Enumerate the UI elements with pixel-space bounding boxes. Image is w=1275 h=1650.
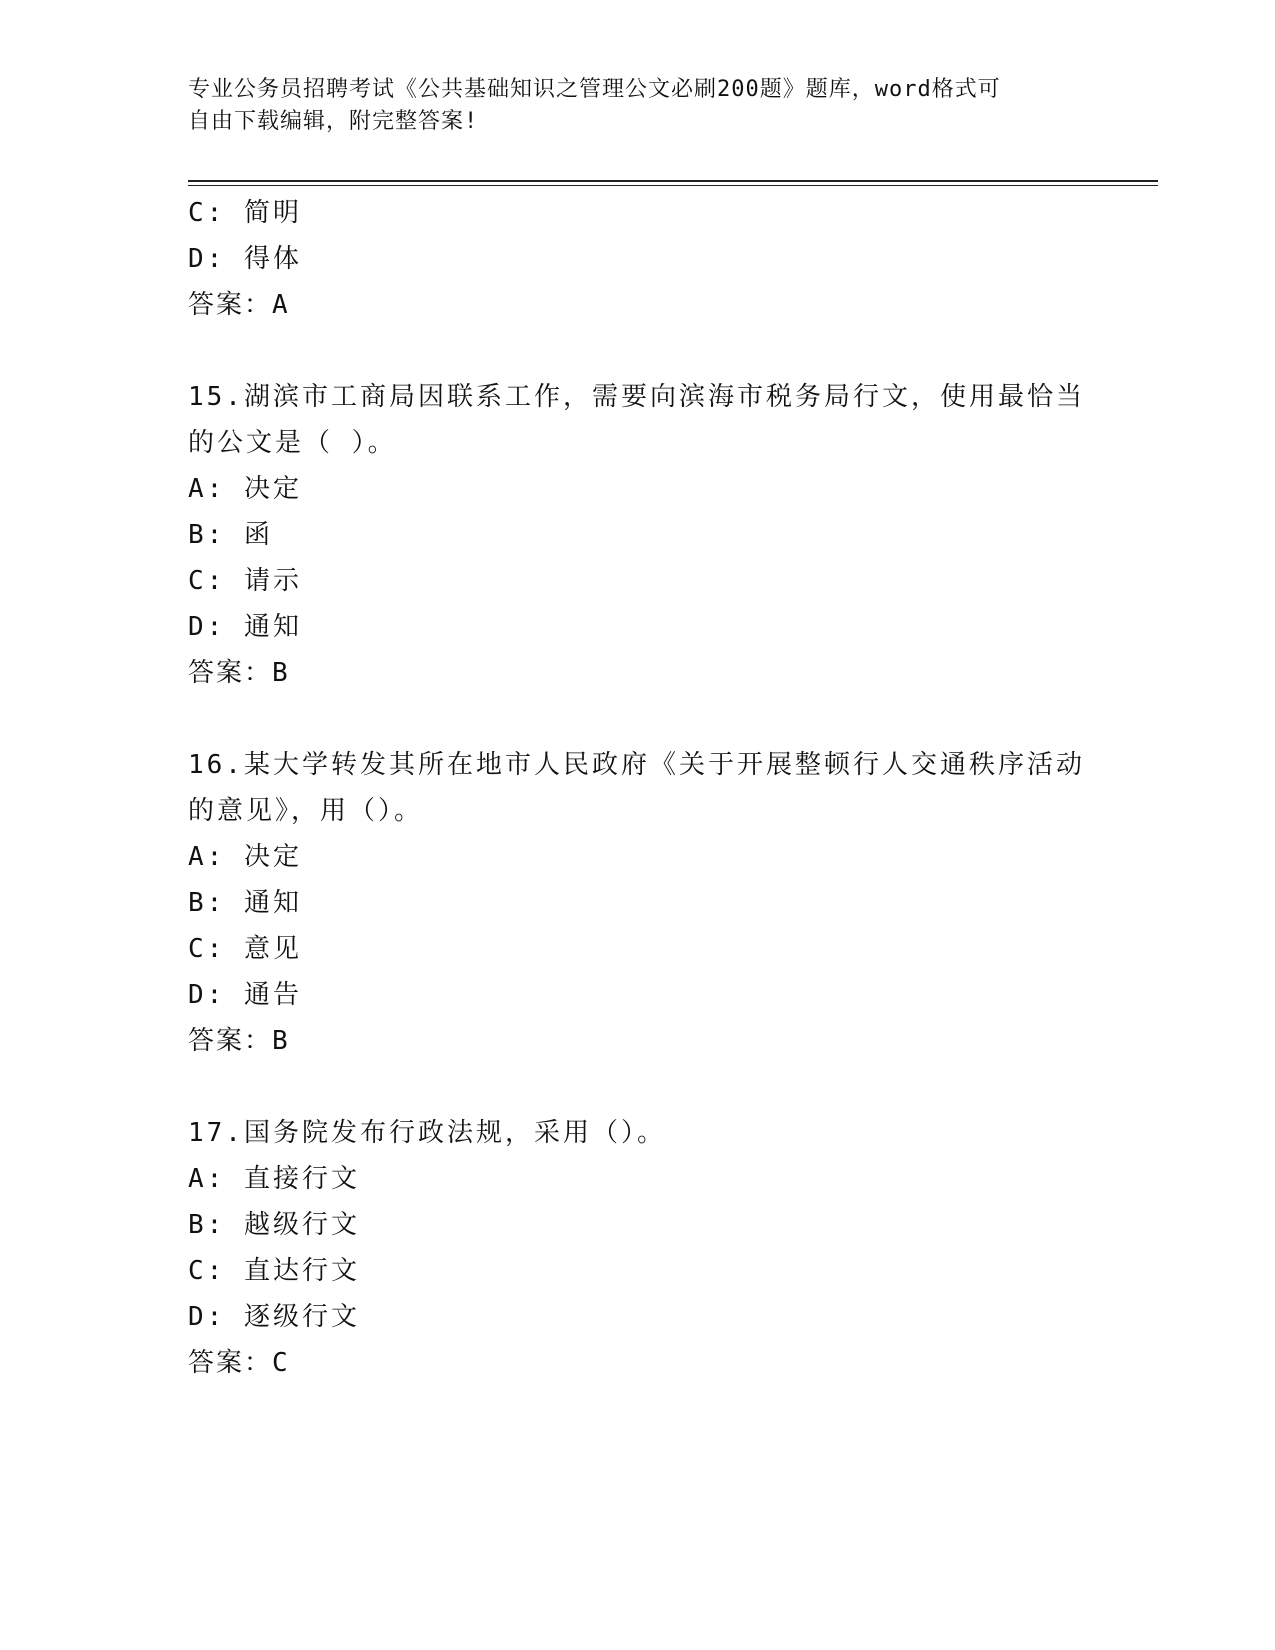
option-a: A: 决定 [188, 842, 302, 872]
option-c: C: 直达行文 [188, 1256, 360, 1286]
answer-line: 答案：C [188, 1348, 290, 1378]
header-divider [188, 180, 1158, 186]
question-15 [188, 374, 1088, 696]
option-a: A: 直接行文 [188, 1164, 360, 1194]
option-c: C: 简明 [188, 198, 302, 228]
question-stem-line-2: 的公文是（ ）。 [188, 428, 397, 458]
option-d: D: 通告 [188, 980, 302, 1010]
option-b: B: 函 [188, 520, 273, 550]
answer-line: 答案：B [188, 658, 290, 688]
header-title-line-2: 自由下载编辑，附完整答案! [188, 109, 479, 134]
option-c: C: 意见 [188, 934, 302, 964]
option-c: C: 请示 [188, 566, 302, 596]
answer-line: 答案：B [188, 1026, 290, 1056]
question-stem-line-2: 的意见》，用（）。 [188, 796, 424, 826]
question-stem-line-1: 15.湖滨市工商局因联系工作，需要向滨海市税务局行文，使用最恰当 [188, 382, 1085, 412]
answer-line: 答案：A [188, 290, 290, 320]
spacer [188, 1064, 1088, 1110]
page-header [188, 74, 1088, 138]
question-stem-line-1: 16.某大学转发其所在地市人民政府《关于开展整顿行人交通秩序活动 [188, 750, 1085, 780]
option-d: D: 得体 [188, 244, 302, 274]
question-17 [188, 1110, 1088, 1386]
spacer [188, 696, 1088, 742]
question-14-continuation [188, 190, 1088, 328]
option-b: B: 越级行文 [188, 1210, 360, 1240]
question-16 [188, 742, 1088, 1064]
option-d: D: 通知 [188, 612, 302, 642]
question-list [188, 190, 1088, 1386]
option-d: D: 逐级行文 [188, 1302, 360, 1332]
option-a: A: 决定 [188, 474, 302, 504]
header-title-line-1: 专业公务员招聘考试《公共基础知识之管理公文必刷200题》题库，word格式可 [188, 77, 1001, 102]
spacer [188, 328, 1088, 374]
option-b: B: 通知 [188, 888, 302, 918]
question-stem-line-1: 17.国务院发布行政法规，采用（）。 [188, 1118, 666, 1148]
